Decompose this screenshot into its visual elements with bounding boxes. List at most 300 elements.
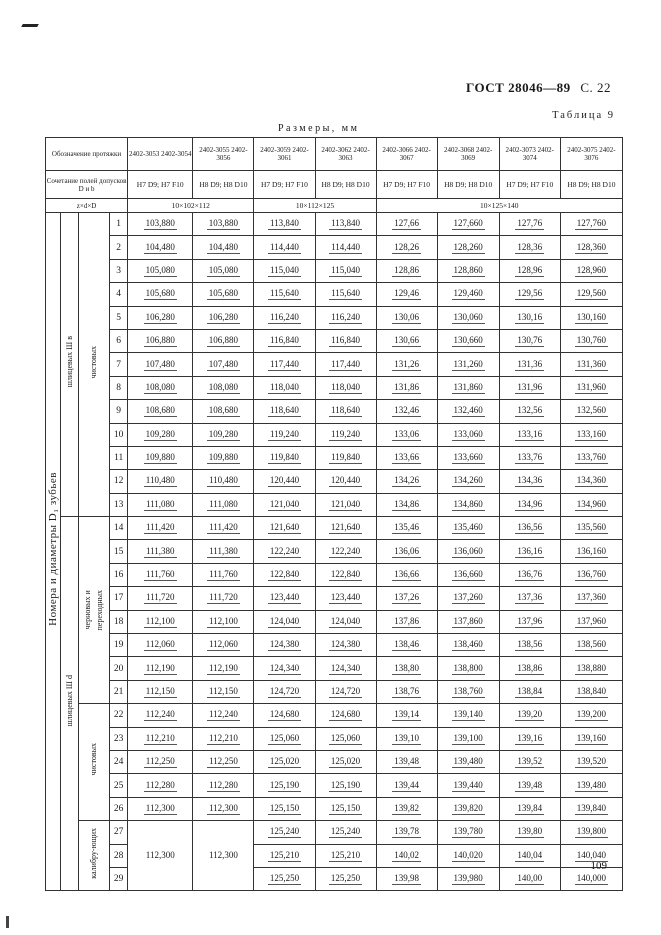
diameter-value: 116,840	[331, 335, 360, 346]
diameter-cell	[437, 704, 499, 727]
diameter-cell	[128, 774, 193, 797]
table-row	[46, 517, 623, 540]
diameter-value: 140,00	[517, 873, 543, 884]
diameter-cell	[376, 493, 437, 516]
diameter-value: 112,210	[208, 732, 238, 743]
tooth-number: 6	[110, 329, 128, 352]
diameter-cell	[437, 867, 499, 890]
diameter-value: 134,86	[394, 498, 419, 509]
diameter-cell	[193, 283, 254, 306]
diameter-value: 109,880	[145, 452, 175, 463]
diameter-cell	[376, 844, 437, 867]
diameter-value: 134,96	[517, 498, 543, 509]
diameter-cell	[437, 821, 499, 844]
roughing-text: черновых и	[83, 590, 93, 630]
designation-2: 2402-3055 2402-3056	[193, 138, 254, 171]
designation-row	[46, 138, 623, 171]
diameter-cell	[254, 470, 315, 493]
diameter-cell	[128, 259, 193, 282]
diameter-cell	[254, 587, 315, 610]
diameter-cell	[128, 236, 193, 259]
diameter-value: 117,440	[270, 358, 299, 369]
diameter-cell	[560, 587, 622, 610]
tooth-number: 13	[110, 493, 128, 516]
diameter-cell	[315, 259, 376, 282]
table-row	[46, 493, 623, 516]
diameter-value: 125,250	[269, 873, 300, 884]
diameter-value: 137,360	[576, 592, 607, 603]
diameter-value: 139,80	[517, 826, 543, 837]
tolerance-row	[46, 171, 623, 199]
diameter-value: 140,020	[453, 849, 483, 860]
diameter-cell	[560, 727, 622, 750]
diameter-value: 124,680	[269, 709, 300, 720]
diameter-value: 138,760	[453, 686, 483, 696]
diameter-cell	[499, 259, 560, 282]
diameter-cell	[254, 540, 315, 563]
diameter-cell	[499, 213, 560, 236]
tolerance-5: H7 D9; H7 F10	[376, 171, 437, 199]
diameter-cell	[254, 774, 315, 797]
tooth-number: 14	[110, 517, 128, 540]
diameter-cell	[376, 774, 437, 797]
diameter-value: 124,340	[330, 662, 361, 673]
diameter-value: 111,760	[145, 569, 175, 580]
diameter-value: 127,760	[576, 218, 607, 229]
diameter-cell	[128, 680, 193, 703]
diameter-value: 125,240	[330, 826, 361, 837]
spline-b-label	[60, 213, 78, 517]
diameter-value: 112,250	[208, 756, 238, 767]
diameter-cell	[315, 306, 376, 329]
diameter-cell	[560, 400, 622, 423]
diameter-cell	[315, 517, 376, 540]
diameter-value: 125,210	[269, 849, 300, 860]
diameter-value: 103,880	[208, 218, 239, 229]
diameter-value: 139,20	[517, 709, 543, 720]
diameter-cell	[499, 727, 560, 750]
diameter-value: 132,46	[394, 405, 419, 416]
diameter-value: 111,720	[145, 592, 175, 603]
diameter-cell	[128, 306, 193, 329]
diameter-cell	[376, 353, 437, 376]
diameter-value: 139,52	[517, 756, 543, 767]
transitional-text: переходных	[95, 589, 105, 631]
diameter-cell	[437, 517, 499, 540]
diameter-cell	[376, 306, 437, 329]
diameter-value: 104,480	[208, 241, 239, 252]
diameter-cell	[254, 844, 315, 867]
diameter-cell	[499, 517, 560, 540]
diameter-cell	[560, 446, 622, 469]
diameter-cell	[560, 797, 622, 820]
diameter-cell	[254, 797, 315, 820]
diameter-value: 139,48	[517, 779, 543, 790]
diameter-cell	[376, 680, 437, 703]
diameter-value: 134,26	[394, 475, 419, 486]
diameter-value: 111,380	[209, 545, 238, 556]
diameter-value: 130,16	[517, 311, 543, 322]
tooth-number: 9	[110, 400, 128, 423]
diameter-value: 111,720	[209, 592, 238, 603]
diameter-cell	[128, 213, 193, 236]
diameter-cell	[128, 704, 193, 727]
table-row	[46, 610, 623, 633]
designation-4: 2402-3062 2402-3063	[315, 138, 376, 171]
diameter-value: 135,560	[576, 522, 607, 533]
diameter-value: 108,080	[208, 381, 239, 392]
diameter-value: 124,040	[269, 615, 300, 626]
diameter-value: 131,26	[394, 358, 419, 369]
diameter-value: 110,480	[145, 475, 175, 486]
diameter-value: 120,440	[269, 475, 300, 486]
corner-mark	[21, 24, 39, 27]
diameter-value: 122,840	[269, 569, 300, 580]
table-row	[46, 680, 623, 703]
diameter-cell	[315, 750, 376, 773]
tooth-number: 10	[110, 423, 128, 446]
diameter-value: 137,26	[394, 592, 419, 603]
diameter-cell	[437, 493, 499, 516]
diameter-value: 138,46	[394, 639, 419, 650]
diameter-value: 125,020	[330, 756, 361, 767]
diameter-cell	[128, 400, 193, 423]
diameter-cell	[193, 446, 254, 469]
diameter-cell	[193, 750, 254, 773]
diameter-cell	[315, 821, 376, 844]
diameter-value: 139,48	[394, 756, 419, 767]
diameter-value: 125,210	[330, 849, 361, 860]
tolerance-2: H8 D9; H8 D10	[193, 171, 254, 199]
diameter-cell	[254, 400, 315, 423]
diameter-value: 139,480	[576, 779, 607, 790]
diameter-value: 131,360	[576, 358, 607, 369]
page-ref: С. 22	[580, 80, 611, 95]
tooth-number: 7	[110, 353, 128, 376]
diameter-value: 128,36	[517, 241, 543, 252]
diameter-value: 131,960	[576, 381, 607, 392]
diameter-value: 127,660	[453, 218, 483, 229]
diameter-cell	[193, 680, 254, 703]
diameter-value: 127,76	[517, 218, 543, 229]
diameter-cell	[499, 329, 560, 352]
diameter-value: 137,96	[517, 615, 543, 626]
diameter-cell	[128, 657, 193, 680]
diameter-cell	[193, 400, 254, 423]
diameter-cell	[437, 470, 499, 493]
diameter-value: 111,760	[209, 569, 238, 580]
diameter-value: 124,380	[269, 639, 300, 650]
diameter-cell	[193, 493, 254, 516]
diameter-cell	[315, 727, 376, 750]
diameter-value: 134,960	[576, 498, 607, 509]
diameter-cell	[376, 329, 437, 352]
diameter-cell	[376, 213, 437, 236]
diameter-value: 129,560	[576, 288, 607, 299]
diameter-value: 125,190	[269, 779, 300, 790]
diameter-value: 131,860	[453, 381, 483, 392]
diameter-value: 139,440	[453, 779, 483, 790]
diameter-value: 112,240	[145, 709, 175, 720]
diameter-value: 110,480	[208, 475, 238, 486]
diameter-cell	[376, 517, 437, 540]
calibrating-value-text: 112,300	[145, 850, 175, 861]
diameter-cell	[499, 400, 560, 423]
diameter-cell	[499, 376, 560, 399]
table-row	[46, 704, 623, 727]
gost-header	[466, 80, 611, 96]
diameter-cell	[560, 283, 622, 306]
diameter-value: 116,240	[270, 311, 299, 322]
size-1: 10×102×112	[128, 199, 254, 213]
diameter-value: 139,14	[394, 709, 419, 720]
tolerance-6: H8 D9; H8 D10	[437, 171, 499, 199]
diameter-value: 128,86	[394, 264, 419, 275]
diameter-value: 139,160	[576, 732, 607, 743]
table-row	[46, 353, 623, 376]
diameter-value: 131,36	[517, 358, 543, 369]
diameter-cell	[315, 797, 376, 820]
diameter-cell	[193, 610, 254, 633]
diameter-cell	[437, 446, 499, 469]
diameter-cell	[315, 774, 376, 797]
table-row	[46, 236, 623, 259]
diameter-cell	[193, 727, 254, 750]
diameter-value: 122,240	[330, 545, 361, 556]
diameter-value: 111,420	[209, 522, 238, 533]
diameter-cell	[376, 821, 437, 844]
table-row	[46, 540, 623, 563]
diameter-value: 121,640	[269, 522, 300, 533]
gost-code: ГОСТ 28046—89	[466, 80, 571, 95]
tooth-number: 4	[110, 283, 128, 306]
diameter-cell	[193, 563, 254, 586]
diameter-value: 125,240	[269, 826, 300, 837]
diameter-value: 109,880	[208, 452, 239, 463]
diameter-value: 137,260	[453, 592, 483, 603]
diameter-cell	[560, 704, 622, 727]
diameter-value: 140,040	[576, 849, 607, 860]
diameter-value: 121,040	[269, 498, 300, 509]
diameter-cell	[499, 704, 560, 727]
diameter-value: 140,02	[394, 849, 419, 860]
diameter-cell	[193, 797, 254, 820]
diameter-value: 135,46	[394, 522, 419, 533]
finishing-label-text: чистовых	[89, 345, 99, 379]
edge-mark	[6, 916, 9, 928]
diameter-cell	[193, 704, 254, 727]
diameter-value: 130,760	[576, 335, 607, 346]
diameter-value: 133,160	[576, 428, 607, 439]
diameter-value: 138,84	[517, 686, 543, 696]
table-row	[46, 329, 623, 352]
tooth-number: 12	[110, 470, 128, 493]
diameter-cell	[560, 353, 622, 376]
size-3: 10×125×140	[376, 199, 622, 213]
diameter-cell	[254, 213, 315, 236]
diameter-cell	[193, 587, 254, 610]
diameter-value: 115,040	[270, 264, 299, 275]
diameter-value: 139,480	[453, 756, 483, 767]
diameter-value: 125,190	[330, 779, 361, 790]
diameter-cell	[560, 423, 622, 446]
diameter-value: 112,060	[145, 639, 175, 650]
diameter-cell	[376, 236, 437, 259]
diameter-cell	[560, 470, 622, 493]
diameter-value: 136,060	[453, 545, 483, 556]
tooth-number: 15	[110, 540, 128, 563]
diameter-cell	[315, 844, 376, 867]
tooth-number: 29	[110, 867, 128, 890]
table-row	[46, 376, 623, 399]
tooth-number: 27	[110, 821, 128, 844]
diameter-cell	[437, 236, 499, 259]
diameter-cell	[315, 329, 376, 352]
spline-d-label-text: шлицевых Ш d	[64, 675, 74, 727]
diameter-cell	[499, 610, 560, 633]
diameter-value: 118,640	[331, 405, 360, 416]
table-row	[46, 587, 623, 610]
diameter-value: 112,280	[145, 779, 175, 790]
diameter-cell	[254, 376, 315, 399]
diameter-cell	[376, 283, 437, 306]
diameter-cell	[499, 283, 560, 306]
diameter-cell	[376, 797, 437, 820]
diameter-value: 139,16	[517, 732, 543, 743]
diameter-cell	[193, 306, 254, 329]
diameter-cell	[193, 329, 254, 352]
diameter-value: 125,060	[330, 732, 361, 743]
diameter-cell	[437, 329, 499, 352]
diameter-value: 139,82	[394, 802, 419, 813]
diameter-value: 111,380	[145, 545, 175, 556]
diameter-value: 125,150	[269, 802, 300, 813]
table-row	[46, 213, 623, 236]
tolerance-7: H7 D9; H7 F10	[499, 171, 560, 199]
diameter-value: 138,76	[394, 686, 419, 696]
diameter-value: 134,36	[517, 475, 543, 486]
diameter-value: 139,10	[394, 732, 419, 743]
diameter-cell	[499, 844, 560, 867]
table-row	[46, 563, 623, 586]
designation-8: 2402-3075 2402-3076	[560, 138, 622, 171]
diameter-cell	[560, 750, 622, 773]
diameter-cell	[437, 844, 499, 867]
diameter-value: 138,460	[453, 639, 483, 650]
diameter-value: 138,800	[453, 662, 483, 673]
tolerance-3: H7 D9; H7 F10	[254, 171, 315, 199]
table-row	[46, 470, 623, 493]
diameter-value: 140,04	[517, 849, 543, 860]
table-number: Таблица 9	[552, 110, 615, 121]
diameter-value: 123,440	[330, 592, 361, 603]
diameter-value: 137,960	[576, 615, 607, 626]
diameter-cell	[499, 470, 560, 493]
diameter-cell	[128, 423, 193, 446]
diameter-cell	[128, 283, 193, 306]
diameter-value: 138,86	[517, 662, 543, 673]
diameter-value: 128,860	[453, 264, 483, 275]
diameter-value: 118,040	[331, 381, 360, 392]
diameter-value: 116,840	[270, 335, 299, 346]
diameter-value: 136,760	[576, 569, 607, 580]
diameter-value: 105,680	[208, 288, 239, 299]
diameter-cell	[128, 750, 193, 773]
diameter-cell	[193, 470, 254, 493]
size-row	[46, 199, 623, 213]
tooth-number: 1	[110, 213, 128, 236]
diameter-cell	[254, 259, 315, 282]
tooth-number: 28	[110, 844, 128, 867]
diameter-cell	[315, 680, 376, 703]
diameter-cell	[315, 423, 376, 446]
diameter-value: 139,44	[394, 779, 419, 790]
diameter-cell	[254, 236, 315, 259]
diameter-value: 118,040	[270, 381, 299, 392]
diameter-value: 139,98	[394, 873, 419, 884]
table-row	[46, 797, 623, 820]
diameter-cell	[254, 329, 315, 352]
diameter-cell	[315, 540, 376, 563]
diameter-value: 130,060	[453, 311, 483, 322]
tooth-number: 23	[110, 727, 128, 750]
diameter-value: 130,06	[394, 311, 419, 322]
diameter-cell	[254, 657, 315, 680]
diameter-value: 106,880	[208, 335, 239, 346]
diameter-value: 104,480	[145, 241, 175, 252]
diameter-value: 133,76	[517, 452, 543, 463]
diameter-value: 124,720	[330, 686, 361, 696]
diameter-cell	[560, 680, 622, 703]
size-2: 10×112×125	[254, 199, 376, 213]
diameter-cell	[499, 867, 560, 890]
diameter-cell	[560, 563, 622, 586]
diameter-cell	[254, 821, 315, 844]
diameter-cell	[499, 446, 560, 469]
diameter-cell	[254, 563, 315, 586]
tooth-number: 3	[110, 259, 128, 282]
diameter-value: 113,840	[270, 218, 299, 229]
sizes-caption: Размеры, мм	[278, 123, 360, 134]
page-number: 109	[590, 860, 607, 872]
diameter-cell	[499, 353, 560, 376]
finishing-label	[78, 213, 110, 517]
diameter-cell	[560, 517, 622, 540]
diameter-value: 139,520	[576, 756, 607, 767]
diameter-value: 131,96	[517, 381, 543, 392]
diameter-cell	[376, 400, 437, 423]
diameter-cell	[193, 774, 254, 797]
table-row	[46, 634, 623, 657]
diameter-value: 112,300	[208, 802, 238, 813]
diameter-value: 124,340	[269, 662, 300, 673]
diameter-cell	[499, 634, 560, 657]
table-row	[46, 657, 623, 680]
diameter-value: 108,080	[145, 381, 175, 392]
diameter-cell	[560, 213, 622, 236]
designation-5: 2402-3066 2402-3067	[376, 138, 437, 171]
diameter-cell	[560, 540, 622, 563]
diameter-cell	[128, 493, 193, 516]
diameter-cell	[315, 704, 376, 727]
diameter-cell	[315, 470, 376, 493]
tolerance-4: H8 D9; H8 D10	[315, 171, 376, 199]
diameter-cell	[437, 610, 499, 633]
diameter-cell	[437, 563, 499, 586]
diameter-value: 106,280	[145, 311, 175, 322]
table-row	[46, 446, 623, 469]
diameter-value: 139,800	[576, 826, 607, 837]
